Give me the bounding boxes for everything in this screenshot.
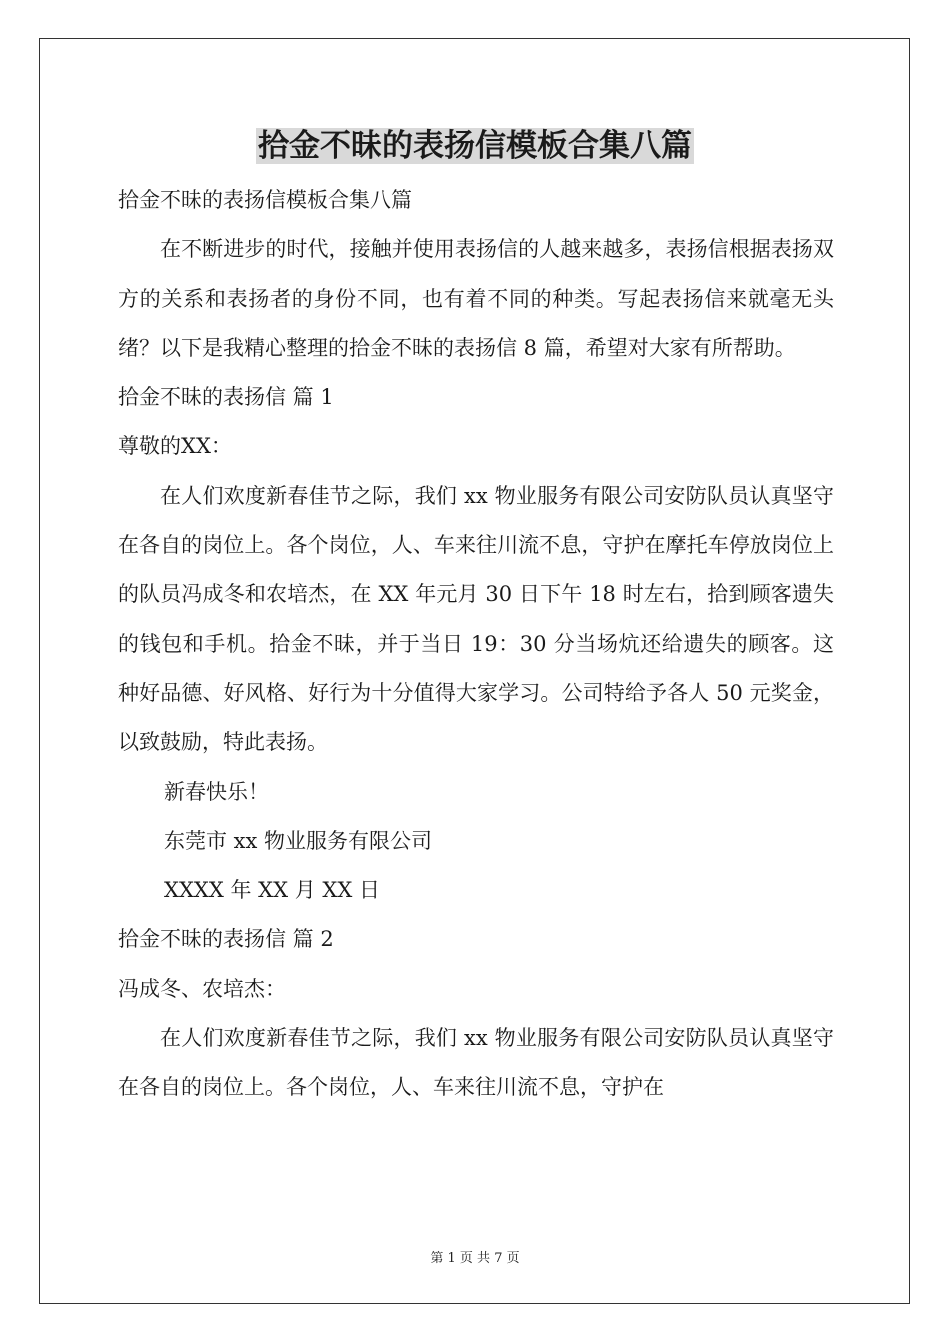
section-1-salutation: 尊敬的XX： (118, 434, 232, 459)
page-footer (0, 1247, 950, 1266)
intro-paragraph: 在不断进步的时代，接触并使用表扬信的人越来越多，表扬信根据表扬双方的关系和表扬者的身份不同，也有着不同的种类。写起表扬信来就毫无头绪？以下是我精心整理的拾金不昧的表扬信 8 篇，希望对大家有所帮助。 (118, 237, 834, 360)
document-subtitle: 拾金不昧的表扬信模板合集八篇 (118, 188, 412, 212)
section-2-salutation: 冯成冬、农培杰： (118, 976, 286, 1001)
section-1-greeting: 新春快乐！ (164, 779, 269, 804)
section-1-signature: 东莞市 xx 物业服务有限公司 (164, 828, 433, 853)
page-number: 第 1 页 共 7 页 (430, 1251, 520, 1266)
section-2-body: 在人们欢度新春佳节之际，我们 xx 物业服务有限公司安防队员认真坚守在各自的岗位上。各个岗位，人、车来往川流不息，守护在 (118, 1026, 834, 1100)
document-title (0, 122, 950, 170)
section-1-date: XXXX 年 XX 月 XX 日 (164, 878, 380, 903)
section-1-body: 在人们欢度新春佳节之际，我们 xx 物业服务有限公司安防队员认真坚守在各自的岗位上。各个岗位，人、车来往川流不息，守护在摩托车停放岗位上的队员冯成冬和农培杰，在 XX 年元月 30 日下午 18 时左右，拾到顾客遗失的钱包和手机。拾金不昧，并于当日 19：30 分当场炕还给遗失的顾客。这种好品德、好风格、好行为十分值得大家学习。公司特给予各人 50 元奖金，以致鼓励，特此表扬。 (118, 483, 834, 755)
section-2-heading: 拾金不昧的表扬信 篇 2 (118, 927, 334, 952)
document-body (118, 176, 834, 1113)
document-title-text: 拾金不昧的表扬信模板合集八篇 (258, 128, 692, 164)
section-1-heading: 拾金不昧的表扬信 篇 1 (118, 385, 334, 410)
